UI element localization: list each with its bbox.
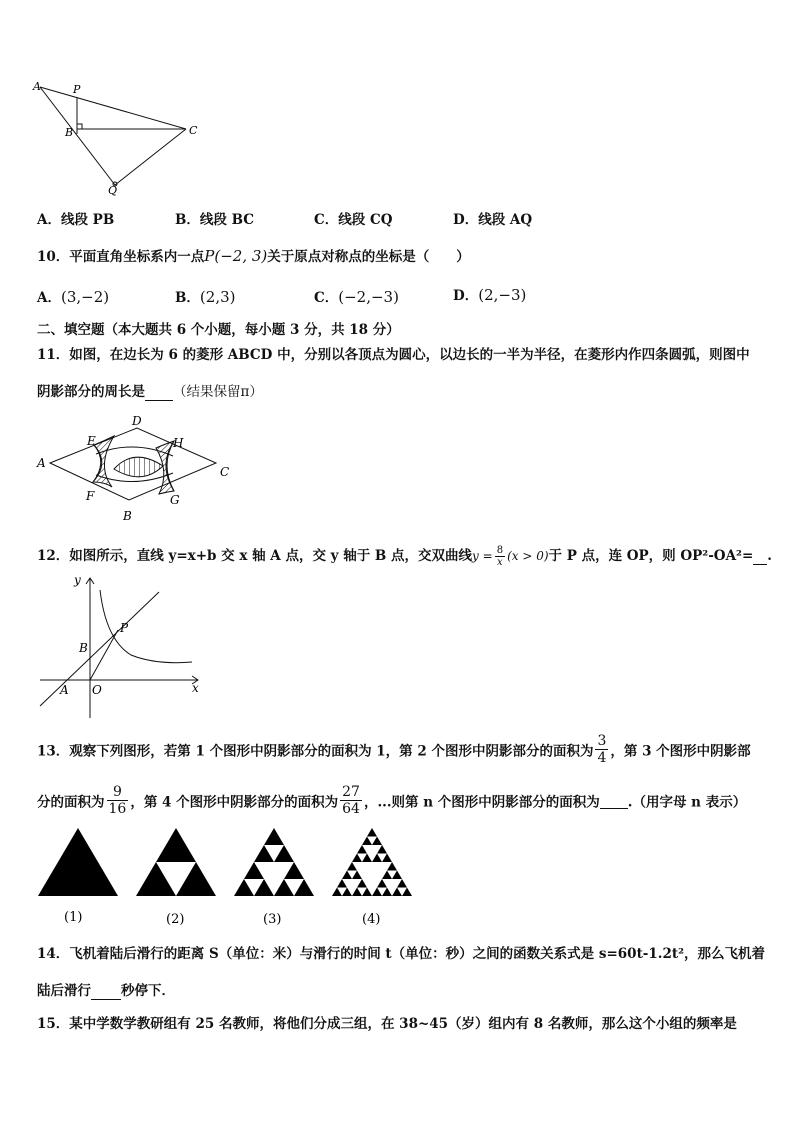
fig11-label-a: A: [37, 456, 46, 470]
q11-line1: 11．如图，在边长为 6 的菱形 ABCD 中，分别以各顶点为圆心，以边长的一半为半径，在菱形内作四条圆弧，则图中: [37, 347, 750, 363]
q13-frac1-num: 3: [597, 733, 607, 749]
q14-line1: 14．飞机着陆后滑行的距离 S（单位：米）与滑行的时间 t（单位：秒）之间的函数关系式是 s=60t-1.2t²，那么飞机着: [37, 946, 766, 962]
q10-option-b[interactable]: [175, 286, 235, 306]
q15-line1: 15．某中学数学教研组有 25 名教师，将他们分成三组，在 38~45（岁）组内有 8 名教师，那么这个小组的频率是: [37, 1016, 737, 1032]
option-text: 线段 AQ: [478, 212, 533, 228]
fig12-label-b: B: [79, 641, 88, 655]
q9-figure: [30, 78, 215, 196]
q13-frac1-den: 4: [597, 750, 607, 766]
q10-stem: [37, 245, 470, 265]
answer-blank[interactable]: [600, 792, 628, 809]
q11-line2: [37, 380, 263, 401]
q9-option-a[interactable]: [37, 208, 114, 228]
q10-option-a[interactable]: [37, 286, 109, 306]
q13-frac2-num: 9: [112, 784, 122, 800]
q13-text-f: .（用字母 n 表示）: [627, 794, 747, 811]
q10-prefix: 10．平面直角坐标系内一点: [37, 249, 205, 265]
option-text: (2,3): [199, 288, 236, 306]
fig12-label-p: P: [120, 621, 129, 635]
option-text: 线段 CQ: [338, 212, 393, 228]
q13-text-b: ，第 3 个图形中阴影部: [610, 743, 751, 760]
q14-text-a: 陆后滑行: [37, 983, 91, 999]
fig13-caption-4: (4): [362, 912, 381, 927]
option-text: (2,−3): [478, 286, 527, 304]
option-text: (3,−2): [60, 288, 110, 306]
q13-figures: [34, 826, 429, 930]
q13-frac2-den: 16: [108, 801, 127, 817]
fig12-label-x: x: [192, 681, 199, 695]
black-triangle: [38, 828, 118, 896]
answer-blank[interactable]: [91, 983, 121, 1000]
q9-option-c[interactable]: [314, 208, 392, 228]
fig11-label-h: H: [173, 436, 184, 450]
fig11-label-f: F: [86, 489, 95, 503]
fig13-caption-2: (2): [166, 912, 185, 927]
fig11-label-d: D: [132, 414, 142, 428]
sierpinski-stage-2: [136, 828, 216, 896]
option-letter: B．: [175, 212, 200, 228]
q10-option-c[interactable]: [314, 286, 399, 306]
fig11-label-e: E: [87, 434, 96, 448]
q12-figure: [36, 570, 208, 720]
q12-cond: (x > 0): [507, 549, 549, 563]
q9-option-b[interactable]: [175, 208, 254, 228]
q13-fraction-2: [107, 784, 129, 817]
fig12-label-y: y: [74, 573, 81, 587]
option-text: (−2,−3): [338, 288, 399, 306]
fig11-label-g: G: [170, 493, 180, 507]
q13-text-d: ，第 4 个图形中阴影部分的面积为: [130, 794, 339, 811]
q13-text-c: 分的面积为: [37, 794, 105, 811]
q11-text-a: 阴影部分的周长是: [37, 384, 145, 400]
q13-frac3-den: 64: [342, 801, 360, 817]
q13-line2: [37, 784, 746, 817]
section-title: 二、填空题（本大题共 6 个小题，每小题 3 分，共 18 分）: [37, 322, 400, 338]
q11-text-b: （结果保留π）: [173, 384, 263, 400]
q9-option-d[interactable]: [453, 208, 532, 228]
fig11-label-b: B: [123, 509, 132, 523]
q13-fraction-3: [340, 784, 362, 817]
q12-end: .: [767, 548, 772, 564]
q13-line1: [37, 733, 751, 766]
option-letter: C．: [314, 290, 339, 306]
fig9-label-q: Q: [108, 184, 118, 196]
q10-point: P(−2, 3): [204, 247, 268, 265]
fig12-label-o: O: [92, 683, 102, 697]
q10-option-d[interactable]: [453, 284, 526, 304]
answer-blank[interactable]: [753, 548, 767, 565]
fig9-label-p: P: [73, 83, 81, 96]
option-letter: B．: [175, 290, 200, 306]
fig13-caption-3: (3): [263, 912, 282, 927]
q12-suffix: 于 P 点，连 OP，则 OP²-OA²=: [548, 548, 754, 564]
q10-suffix: 关于原点对称点的坐标是（ ）: [267, 249, 470, 265]
option-text: 线段 PB: [60, 212, 115, 228]
option-letter: A．: [37, 290, 61, 306]
option-letter: C．: [314, 212, 339, 228]
q13-frac3-num: 27: [342, 784, 360, 800]
q12-frac-num: 8: [496, 545, 504, 556]
option-letter: D．: [453, 212, 479, 228]
q12-prefix: 12．如图所示，直线 y=x+b 交 x 轴 A 点，交 y 轴于 B 点，交双曲线: [37, 548, 473, 564]
q13-fraction-1: [595, 733, 608, 766]
fig11-label-c: C: [220, 465, 230, 479]
q11-figure: [34, 414, 239, 526]
q12-fraction: [495, 545, 505, 568]
q13-text-a: 13．观察下列图形，若第 1 个图形中阴影部分的面积为 1，第 2 个图形中阴影部分的面积为: [37, 743, 594, 760]
option-letter: D．: [453, 288, 479, 304]
fig13-caption-1: (1): [64, 910, 83, 925]
q14-line2: [37, 979, 175, 1000]
fig12-label-a: A: [60, 683, 69, 697]
option-letter: A．: [37, 212, 61, 228]
q12-frac-den: x: [495, 556, 505, 568]
answer-blank[interactable]: [145, 384, 173, 401]
q12-y-eq: y =: [472, 549, 493, 563]
fig9-label-b: B: [65, 126, 74, 139]
q14-text-b: 秒停下．: [121, 983, 175, 999]
sierpinski-stage-3: [234, 828, 314, 896]
sierpinski-stage-4: [332, 828, 412, 896]
fig9-label-a: A: [33, 80, 41, 93]
q13-text-e: ，...则第 n 个图形中阴影部分的面积为: [363, 794, 600, 811]
sierpinski-stage-1: [38, 828, 118, 896]
option-text: 线段 BC: [199, 212, 255, 228]
fig9-label-c: C: [189, 124, 198, 137]
q12-stem: [37, 544, 772, 568]
